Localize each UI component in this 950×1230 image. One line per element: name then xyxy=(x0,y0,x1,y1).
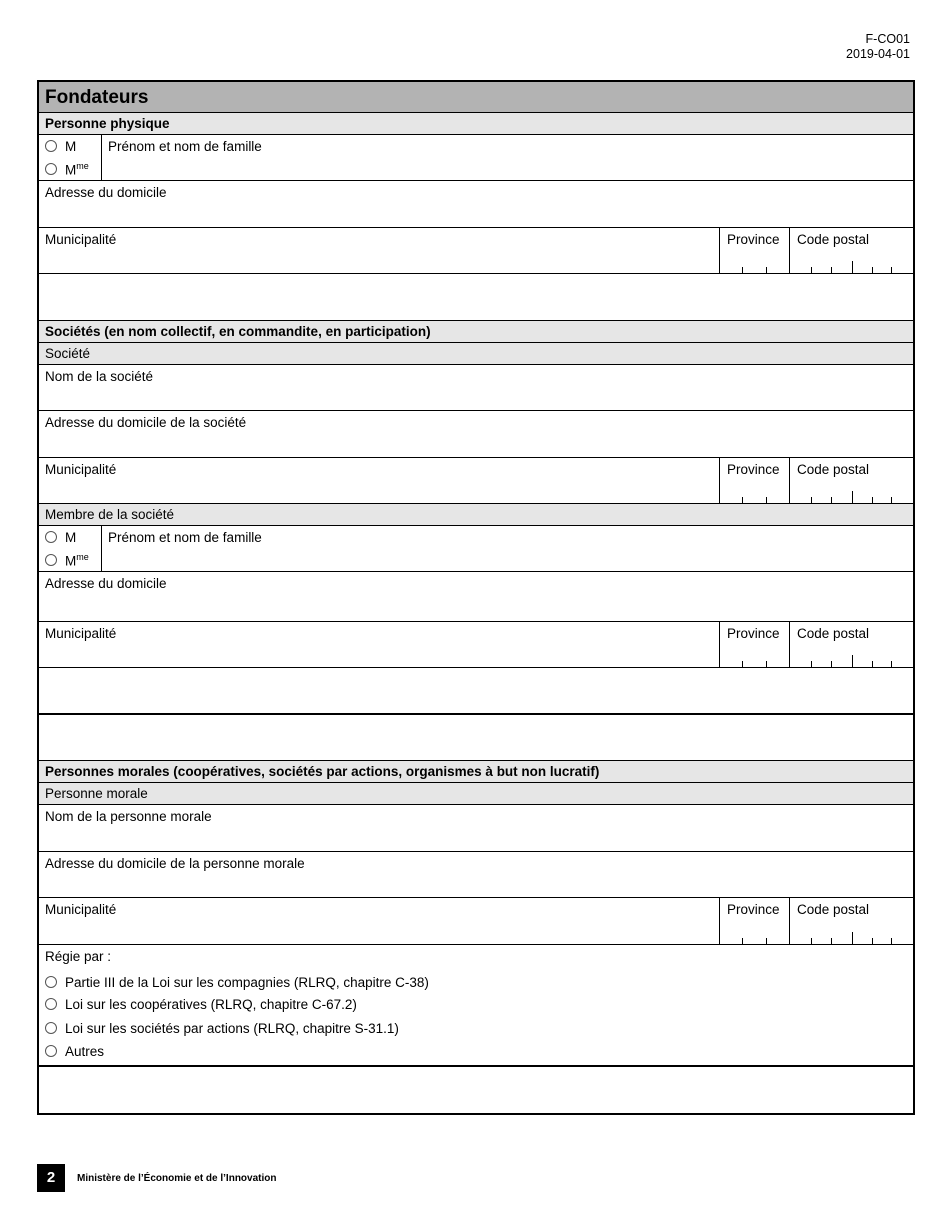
postal-tick xyxy=(831,497,832,503)
radio-m[interactable] xyxy=(45,140,57,152)
province-tick xyxy=(766,267,767,273)
page-number: 2 xyxy=(37,1164,65,1192)
company-name-field[interactable]: Nom de la société xyxy=(39,365,913,411)
governed-by-label: Régie par : xyxy=(45,949,112,964)
postal-tick xyxy=(831,267,832,273)
member-civility-group xyxy=(39,526,102,571)
postal-tick xyxy=(831,938,832,944)
postal-tick xyxy=(852,261,853,273)
legal-person-address-field[interactable]: Adresse du domicile de la personne morale xyxy=(39,852,913,898)
form-date: 2019-04-01 xyxy=(846,47,910,61)
postal-tick xyxy=(872,497,873,503)
company-location-row xyxy=(39,458,913,504)
postal-tick xyxy=(811,938,812,944)
member-municipality-field[interactable]: Municipalité xyxy=(45,626,117,641)
section-header-societes: Sociétés (en nom collectif, en commandite, en participation) xyxy=(39,321,913,343)
postal-tick xyxy=(891,661,892,667)
member-name-row xyxy=(39,526,913,572)
postal-tick xyxy=(811,267,812,273)
subsection-personne-morale: Personne morale xyxy=(39,783,913,805)
civility-mme-option[interactable]: $M^{me}$ xyxy=(45,161,89,178)
postal-tick xyxy=(852,655,853,667)
founders-form xyxy=(37,80,915,1115)
blank-row xyxy=(39,715,913,761)
option-companies-act[interactable]: Partie III de la Loi sur les compagnies (RLRQ, chapitre C-38) xyxy=(45,975,429,990)
page-footer xyxy=(37,1164,276,1192)
radio-m[interactable] xyxy=(45,531,57,543)
blank-row xyxy=(39,668,913,715)
civility-group xyxy=(39,135,102,180)
radio-option[interactable] xyxy=(45,1045,57,1057)
person-name-row xyxy=(39,135,913,181)
province-tick xyxy=(742,938,743,944)
form-code: F-CO01 xyxy=(865,32,910,46)
province-tick xyxy=(742,267,743,273)
subsection-membre: Membre de la société xyxy=(39,504,913,526)
section-header-personnes-morales: Personnes morales (coopératives, sociétés par actions, organismes à but non lucratif) xyxy=(39,761,913,783)
member-location-row xyxy=(39,622,913,668)
member-name-field[interactable]: Prénom et nom de famille xyxy=(108,530,262,545)
postal-tick xyxy=(811,661,812,667)
person-postal-code-field[interactable]: Code postal xyxy=(789,228,913,273)
ministry-name: Ministère de l’Économie et de l’Innovation xyxy=(77,1172,277,1184)
legal-person-postal-code-field[interactable]: Code postal xyxy=(789,898,913,944)
postal-tick xyxy=(831,661,832,667)
member-province-field[interactable]: Province xyxy=(719,622,789,667)
subsection-societe: Société xyxy=(39,343,913,365)
blank-row xyxy=(39,274,913,321)
option-other[interactable]: Autres xyxy=(45,1044,104,1059)
postal-tick xyxy=(852,491,853,503)
member-address-field[interactable]: Adresse du domicile xyxy=(39,572,913,622)
radio-mme[interactable] xyxy=(45,554,57,566)
legal-person-province-field[interactable]: Province xyxy=(719,898,789,944)
person-location-row xyxy=(39,228,913,274)
form-title: Fondateurs xyxy=(39,82,913,113)
civility-m-option[interactable]: M xyxy=(45,139,76,154)
person-municipality-field[interactable]: Municipalité xyxy=(45,232,117,247)
person-province-field[interactable]: Province xyxy=(719,228,789,273)
form-code-block xyxy=(846,32,910,62)
postal-tick xyxy=(852,932,853,944)
postal-tick xyxy=(891,938,892,944)
province-tick xyxy=(742,497,743,503)
person-name-field[interactable]: Prénom et nom de famille xyxy=(108,139,262,154)
radio-option[interactable] xyxy=(45,998,57,1010)
postal-tick xyxy=(891,497,892,503)
member-civility-mme-option[interactable]: $M^{me}$ xyxy=(45,552,89,569)
postal-tick xyxy=(811,497,812,503)
postal-tick xyxy=(872,938,873,944)
province-tick xyxy=(766,497,767,503)
radio-mme[interactable] xyxy=(45,163,57,175)
province-tick xyxy=(766,938,767,944)
company-postal-code-field[interactable]: Code postal xyxy=(789,458,913,503)
legal-person-location-row xyxy=(39,898,913,945)
blank-row xyxy=(39,1066,913,1113)
radio-option[interactable] xyxy=(45,976,57,988)
person-address-field[interactable]: Adresse du domicile xyxy=(39,181,913,228)
option-business-corporations-act[interactable]: Loi sur les sociétés par actions (RLRQ, chapitre S-31.1) xyxy=(45,1021,399,1036)
radio-option[interactable] xyxy=(45,1022,57,1034)
postal-tick xyxy=(891,267,892,273)
postal-tick xyxy=(872,267,873,273)
company-province-field[interactable]: Province xyxy=(719,458,789,503)
postal-tick xyxy=(872,661,873,667)
province-tick xyxy=(766,661,767,667)
province-tick xyxy=(742,661,743,667)
governed-by-group xyxy=(39,945,913,1066)
member-postal-code-field[interactable]: Code postal xyxy=(789,622,913,667)
section-header-personne-physique: Personne physique xyxy=(39,113,913,135)
company-municipality-field[interactable]: Municipalité xyxy=(45,462,117,477)
legal-person-municipality-field[interactable]: Municipalité xyxy=(45,902,117,917)
option-cooperatives-act[interactable]: Loi sur les coopératives (RLRQ, chapitre C-67.2) xyxy=(45,997,357,1012)
company-address-field[interactable]: Adresse du domicile de la société xyxy=(39,411,913,458)
legal-person-name-field[interactable]: Nom de la personne morale xyxy=(39,805,913,852)
member-civility-m-option[interactable]: M xyxy=(45,530,76,545)
